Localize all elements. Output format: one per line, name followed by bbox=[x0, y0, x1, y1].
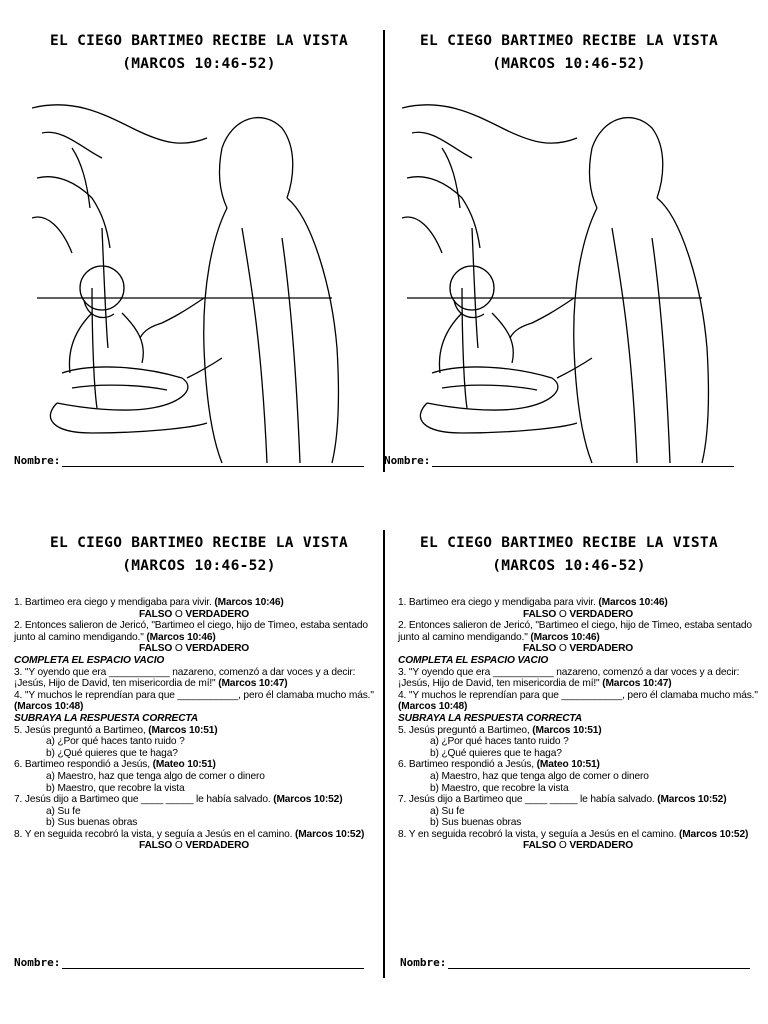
option-5b[interactable]: b) ¿Qué quieres que te haga? bbox=[46, 747, 178, 759]
true-false-choice[interactable]: FALSO O VERDADERO bbox=[522, 840, 634, 852]
option-6a[interactable]: a) Maestro, haz que tenga algo de comer o dinero bbox=[430, 770, 649, 782]
question-3: 3. "Y oyendo que era ___________ nazareno, comenzó a dar voces y a decir: ¡Jesús, Hijo de David, ten misericordia de mí!" (Marcos 10:47) bbox=[398, 666, 740, 690]
question-5: 5. Jesús preguntó a Bartimeo, (Marcos 10:51) bbox=[14, 724, 218, 736]
name-line[interactable] bbox=[62, 454, 364, 467]
title-line-2: (MARCOS 10:46-52) bbox=[492, 56, 646, 72]
bartimaeus-jesus-illustration bbox=[32, 88, 352, 468]
question-3: 3. "Y oyendo que era ___________ nazareno, comenzó a dar voces y a decir: ¡Jesús, Hijo de David, ten misericordia de mí!" (Marcos 10:47) bbox=[14, 666, 356, 690]
name-line[interactable] bbox=[448, 956, 750, 969]
option-5b[interactable]: b) ¿Qué quieres que te haga? bbox=[430, 747, 562, 759]
name-line[interactable] bbox=[62, 956, 364, 969]
option-6a[interactable]: a) Maestro, haz que tenga algo de comer o dinero bbox=[46, 770, 265, 782]
name-field[interactable] bbox=[14, 956, 364, 969]
question-2: 2. Entonces salieron de Jericó, "Bartimeo el ciego, hijo de Timeo, estaba sentado junto al camino mendigando." (Marcos 10:46) bbox=[14, 620, 368, 643]
question-4: 4. "Y muchos le reprendían para que ___________, pero él clamaba mucho más." (Marcos 10:48) bbox=[398, 689, 758, 713]
true-false-choice[interactable]: FALSO O VERDADERO bbox=[138, 643, 250, 655]
page-title bbox=[384, 532, 754, 578]
section-heading-fill-blank: COMPLETA EL ESPACIO VACIO bbox=[14, 654, 165, 666]
true-false-choice[interactable]: FALSO O VERDADERO bbox=[522, 643, 634, 655]
title-line-1: EL CIEGO BARTIMEO RECIBE LA VISTA bbox=[420, 535, 718, 551]
page-title bbox=[14, 532, 384, 578]
question-1: 1. Bartimeo era ciego y mendigaba para vivir. (Marcos 10:46) bbox=[14, 597, 284, 608]
question-8: 8. Y en seguida recobró la vista, y seguía a Jesús en el camino. (Marcos 10:52) bbox=[14, 828, 365, 840]
section-heading-fill-blank: COMPLETA EL ESPACIO VACIO bbox=[398, 654, 549, 666]
question-7: 7. Jesús dijo a Bartimeo que ____ _____ le había salvado. (Marcos 10:52) bbox=[14, 794, 343, 806]
true-false-choice[interactable]: FALSO O VERDADERO bbox=[522, 608, 634, 620]
option-7b[interactable]: b) Sus buenas obras bbox=[46, 817, 138, 829]
page-title bbox=[14, 30, 384, 76]
vertical-divider bbox=[383, 30, 385, 472]
question-2: 2. Entonces salieron de Jericó, "Bartimeo el ciego, hijo de Timeo, estaba sentado junto al camino mendigando." (Marcos 10:46) bbox=[398, 620, 752, 643]
title-line-2: (MARCOS 10:46-52) bbox=[122, 558, 276, 574]
option-6b[interactable]: b) Maestro, que recobre la vista bbox=[430, 782, 569, 794]
title-line-1: EL CIEGO BARTIMEO RECIBE LA VISTA bbox=[50, 535, 348, 551]
option-5a[interactable]: a) ¿Por qué haces tanto ruido ? bbox=[430, 736, 569, 748]
option-7a[interactable]: a) Su fe bbox=[46, 805, 81, 817]
title-line-1: EL CIEGO BARTIMEO RECIBE LA VISTA bbox=[50, 33, 348, 49]
quiz-panel-bottom-right bbox=[384, 532, 758, 969]
option-7a[interactable]: a) Su fe bbox=[430, 805, 465, 817]
title-line-2: (MARCOS 10:46-52) bbox=[122, 56, 276, 72]
coloring-panel-top-right bbox=[384, 30, 754, 467]
question-5: 5. Jesús preguntó a Bartimeo, (Marcos 10:51) bbox=[398, 724, 602, 736]
name-label: Nombre: bbox=[14, 454, 61, 467]
true-false-choice[interactable]: FALSO O VERDADERO bbox=[138, 840, 250, 852]
title-line-2: (MARCOS 10:46-52) bbox=[492, 558, 646, 574]
question-4: 4. "Y muchos le reprendían para que ___________, pero él clamaba mucho más." (Marcos 10:48) bbox=[14, 689, 374, 713]
name-field[interactable] bbox=[384, 454, 734, 467]
true-false-choice[interactable]: FALSO O VERDADERO bbox=[138, 608, 250, 620]
quiz bbox=[398, 597, 758, 852]
question-1: 1. Bartimeo era ciego y mendigaba para vivir. (Marcos 10:46) bbox=[398, 597, 668, 608]
name-line[interactable] bbox=[432, 454, 734, 467]
page-title bbox=[384, 30, 754, 76]
coloring-panel-top-left bbox=[14, 30, 384, 467]
name-label: Nombre: bbox=[384, 454, 431, 467]
question-7: 7. Jesús dijo a Bartimeo que ____ _____ le había salvado. (Marcos 10:52) bbox=[398, 794, 727, 806]
name-field[interactable] bbox=[400, 956, 750, 969]
option-5a[interactable]: a) ¿Por qué haces tanto ruido ? bbox=[46, 736, 185, 748]
option-6b[interactable]: b) Maestro, que recobre la vista bbox=[46, 782, 185, 794]
section-heading-underline: SUBRAYA LA RESPUESTA CORRECTA bbox=[14, 712, 198, 724]
bartimaeus-jesus-illustration bbox=[402, 88, 722, 468]
quiz-panel-bottom-left bbox=[14, 532, 384, 969]
name-field[interactable] bbox=[14, 454, 364, 467]
question-8: 8. Y en seguida recobró la vista, y seguía a Jesús en el camino. (Marcos 10:52) bbox=[398, 828, 749, 840]
title-line-1: EL CIEGO BARTIMEO RECIBE LA VISTA bbox=[420, 33, 718, 49]
option-7b[interactable]: b) Sus buenas obras bbox=[430, 817, 522, 829]
question-6: 6. Bartimeo respondió a Jesús, (Mateo 10:51) bbox=[14, 759, 216, 771]
quiz bbox=[14, 597, 374, 852]
vertical-divider bbox=[383, 530, 385, 978]
name-label: Nombre: bbox=[400, 956, 447, 969]
question-6: 6. Bartimeo respondió a Jesús, (Mateo 10:51) bbox=[398, 759, 600, 771]
name-label: Nombre: bbox=[14, 956, 61, 969]
section-heading-underline: SUBRAYA LA RESPUESTA CORRECTA bbox=[398, 712, 582, 724]
